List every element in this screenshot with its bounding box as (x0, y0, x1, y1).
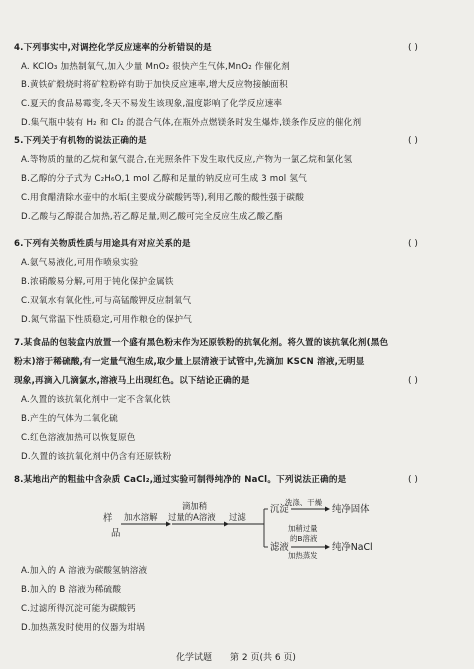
flow-wash-dry: 洗涤、干燥 (285, 498, 322, 507)
flow-arrowhead-5 (325, 545, 330, 550)
q8-option-a: A.加入的 A 溶液为碳酸氢钠溶液 (21, 566, 148, 576)
footer-subject: 化学试题 (176, 653, 213, 663)
q8-stem: 8.某地出产的粗盐中含杂质 CaCl₂,通过实验可制得纯净的 NaCl。下列说法正确的是 (14, 475, 347, 485)
flow-step2-top: 滴加稍 (182, 501, 208, 511)
q5-answer-paren: ( ) (408, 136, 418, 146)
q5-option-d: D.乙酸与乙醇混合加热,若乙醇足量,则乙酸可完全反应生成乙酸乙酯 (21, 212, 283, 222)
q6-option-d: D.氮气常温下性质稳定,可用作粮仓的保护气 (21, 315, 192, 325)
q4-answer-paren: ( ) (408, 43, 418, 53)
q7-stem-line-1: 7.某食品的包装盒内放置一个盛有黑色粉末作为还原铁粉的抗氧化剂。将久置的该抗氧化剂(黑色 (14, 338, 389, 348)
flow-filtrate: 滤液 (270, 542, 289, 553)
q7-answer-paren: ( ) (408, 376, 418, 386)
q4-option-c: C.夏天的食品易霉变,冬天不易发生该现象,温度影响了化学反应速率 (21, 99, 283, 109)
q8-option-c: C.过滤所得沉淀可能为碳酸钙 (21, 604, 136, 614)
q7-option-d: D.久置的该抗氧化剂中仍含有还原铁粉 (21, 452, 172, 462)
flow-pure-nacl: 纯净NaCl (332, 542, 373, 553)
q6-option-c: C.双氧水有氧化性,可与高锰酸钾反应制氧气 (21, 296, 192, 306)
q6-stem: 6.下列有关物质性质与用途具有对应关系的是 (14, 239, 191, 249)
flow-sample-char-2: 品 (111, 528, 121, 539)
flow-pure-solid: 纯净固体 (332, 504, 370, 515)
q7-stem-line-2: 粉末)溶于稀硫酸,有一定量气泡生成,取少量上层清液于试管中,先滴加 KSCN 溶液,无明显 (14, 357, 365, 367)
footer-page-number: 第 2 页(共 6 页) (230, 653, 296, 663)
q7-stem-line-3: 现象,再滴入几滴氯水,溶液马上出现红色。以下结论正确的是 (14, 376, 250, 386)
q6-answer-paren: ( ) (408, 239, 418, 249)
flow-step4-line2: 的B溶液 (290, 534, 318, 543)
flow-arrowhead-1 (166, 522, 171, 527)
q5-option-c: C.用食醋清除水壶中的水垢(主要成分碳酸钙等),利用乙酸的酸性强于碳酸 (21, 193, 304, 203)
flow-step2-bottom: 过量的A溶液 (168, 512, 216, 522)
q4-option-d: D.集气瓶中装有 H₂ 和 Cl₂ 的混合气体,在瓶外点燃镁条时发生爆炸,镁条作反应的催化剂 (21, 118, 362, 128)
flow-arrowhead-4 (325, 507, 330, 512)
q8-option-b: B.加入的 B 溶液为稀硫酸 (21, 585, 122, 595)
q7-option-b: B.产生的气体为二氧化硫 (21, 414, 118, 424)
flow-step1-label: 加水溶解 (124, 512, 158, 522)
flow-step3-label: 过滤 (229, 512, 246, 522)
q7-option-c: C.红色溶液加热可以恢复原色 (21, 433, 136, 443)
flow-precipitate: 沉淀 (270, 504, 289, 515)
q6-option-a: A.氨气易液化,可用作喷泉实验 (21, 258, 139, 268)
q5-stem: 5.下列关于有机物的说法正确的是 (14, 136, 147, 146)
q6-option-b: B.浓硝酸易分解,可用于钝化保护金属铁 (21, 277, 174, 287)
q8-option-d: D.加热蒸发时使用的仪器为坩埚 (21, 623, 146, 633)
flow-step4-line1: 加稍过量 (288, 524, 318, 533)
q7-option-a: A.久置的该抗氧化剂中一定不含氧化铁 (21, 395, 171, 405)
flow-sample-char-1: 样 (103, 513, 113, 524)
q5-option-a: A.等物质的量的乙烷和氯气混合,在光照条件下发生取代反应,产物为一氯乙烷和氯化氢 (21, 155, 353, 165)
q4-option-b: B.黄铁矿煅烧时将矿粒粉碎有助于加快反应速率,增大反应物接触面积 (21, 80, 288, 90)
q8-answer-paren: ( ) (408, 475, 418, 485)
flow-step4-line3: 加热蒸发 (288, 551, 318, 560)
q4-stem: 4.下列事实中,对调控化学反应速率的分析错误的是 (14, 43, 212, 53)
q4-option-a: A. KClO₃ 加热制氧气,加入少量 MnO₂ 很快产生气体,MnO₂ 作催化剂 (21, 62, 290, 72)
q5-option-b: B.乙醇的分子式为 C₂H₆O,1 mol 乙醇和足量的钠反应可生成 3 mol 氢气 (21, 174, 307, 184)
